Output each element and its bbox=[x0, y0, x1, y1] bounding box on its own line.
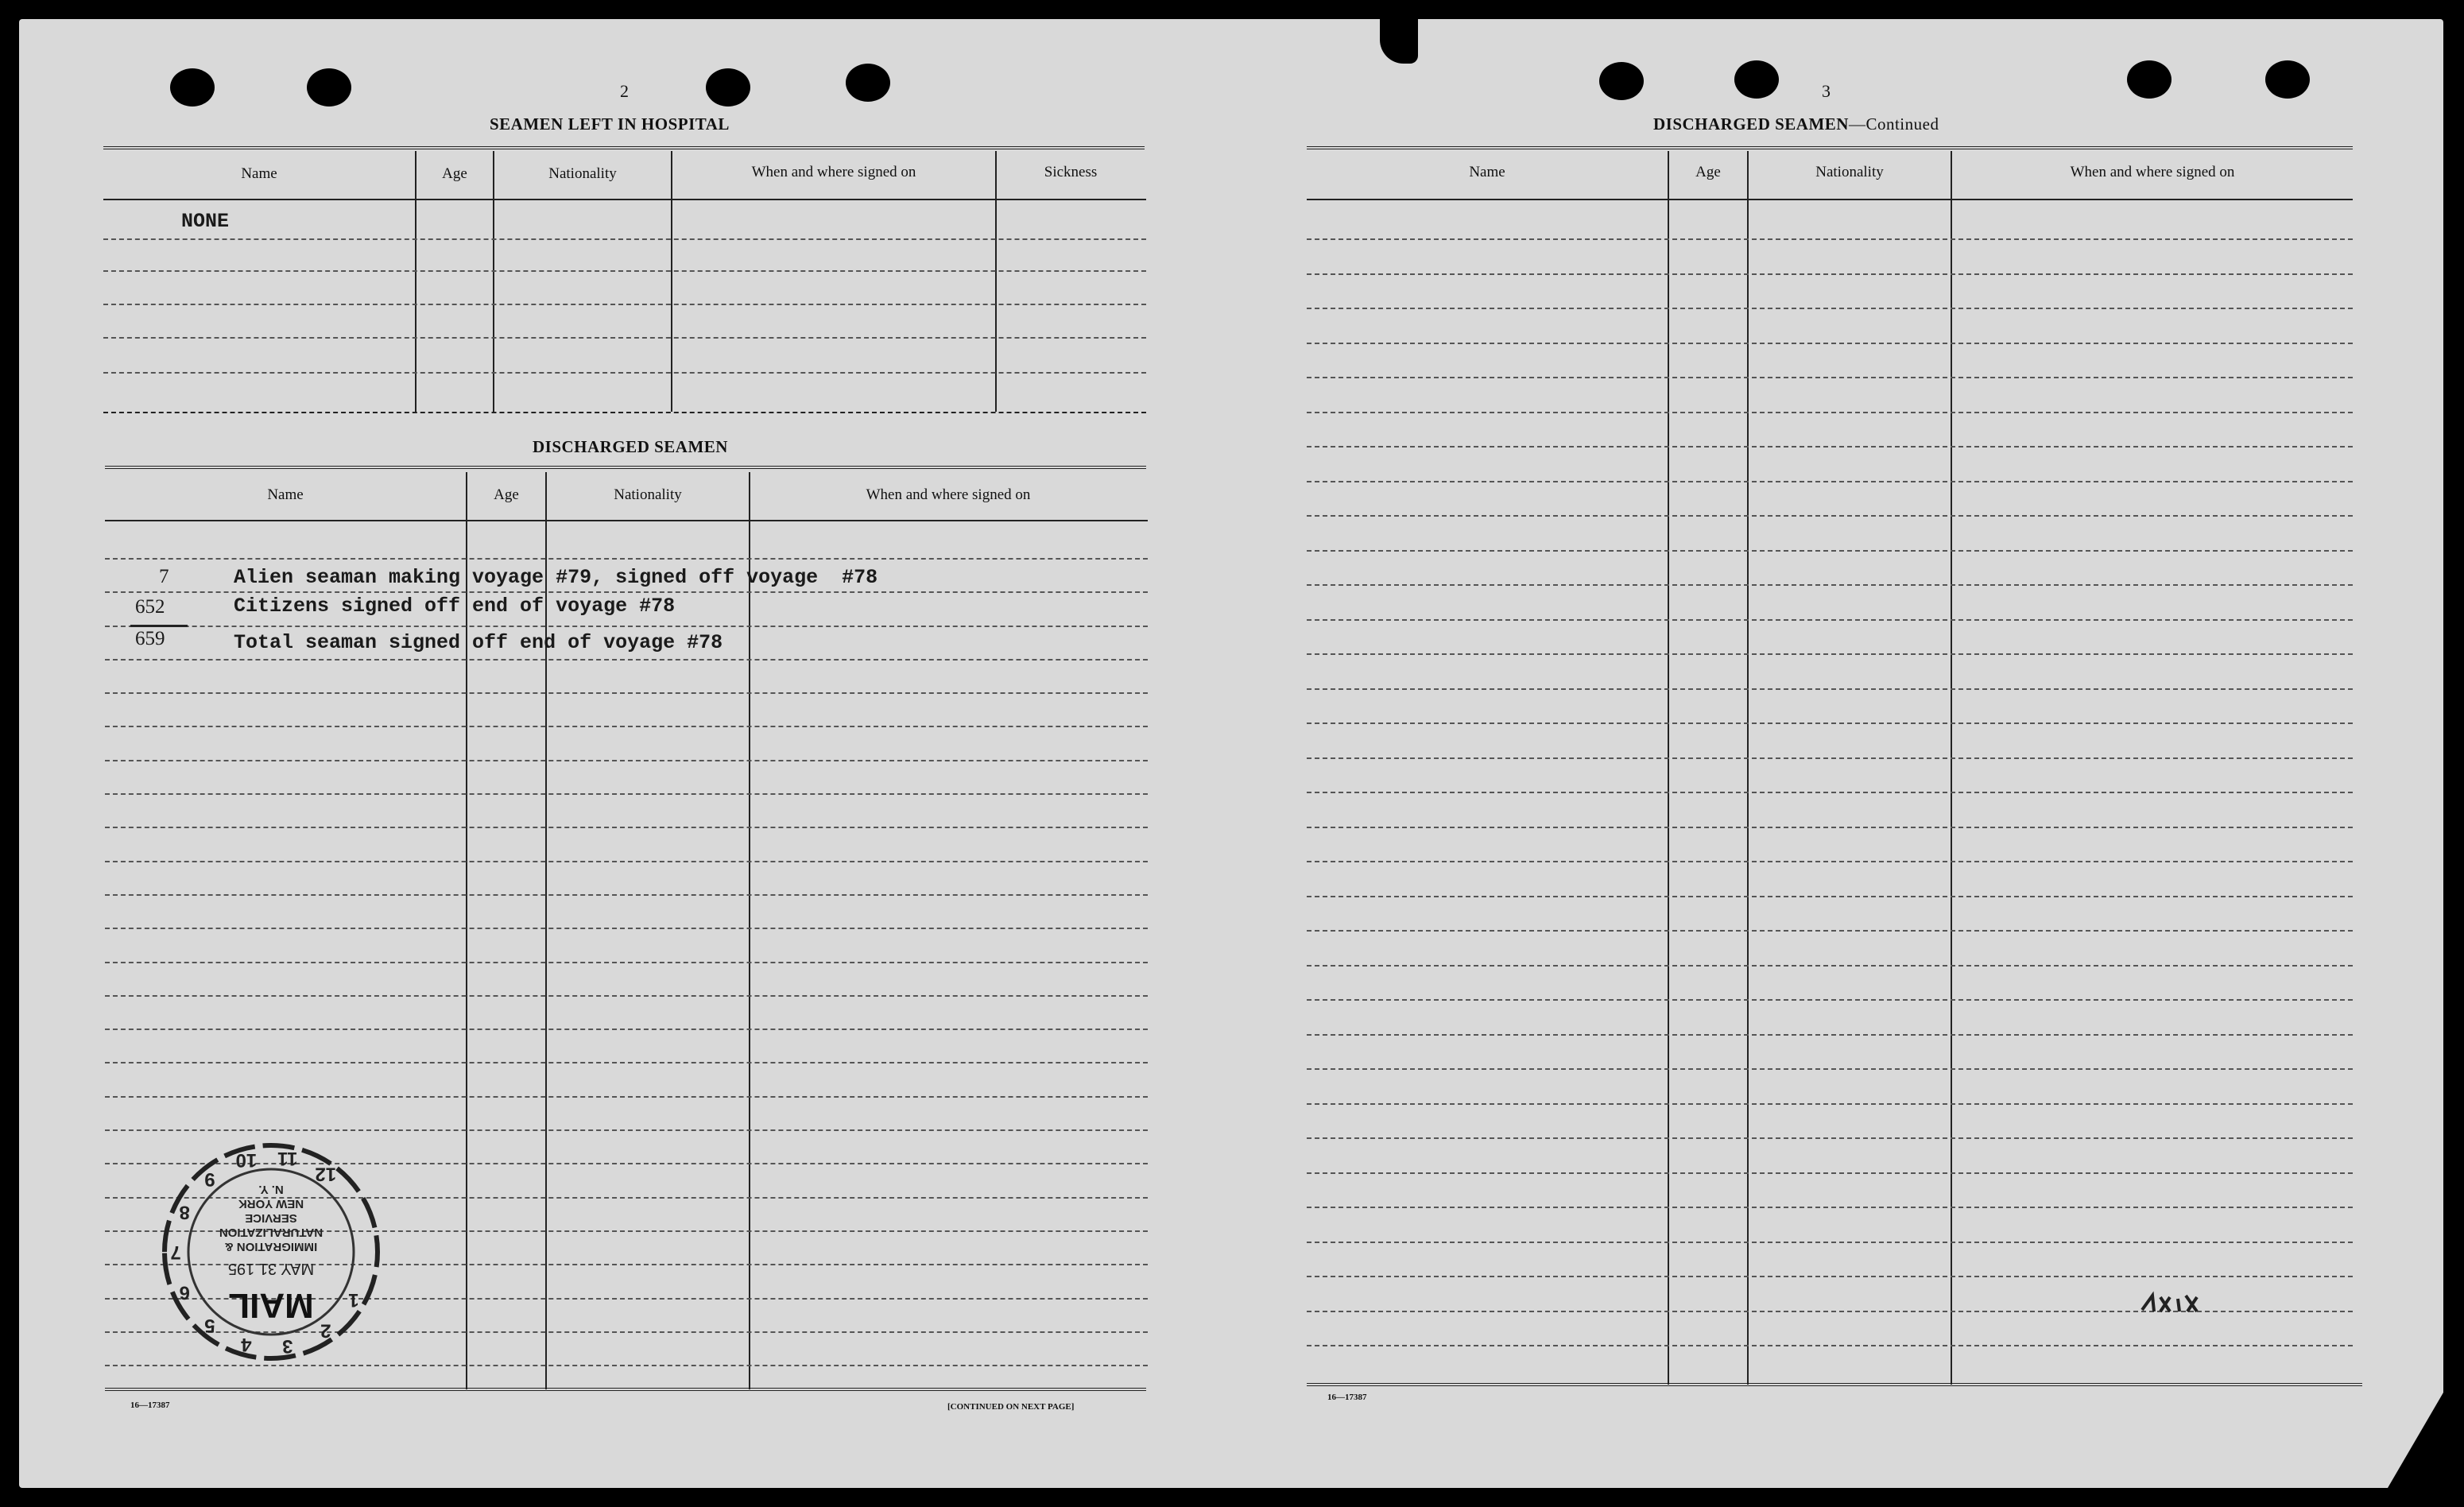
immigration-mail-stamp bbox=[156, 1137, 386, 1367]
hospital-row-line bbox=[103, 238, 1146, 240]
stamp-ring-number: 12 bbox=[315, 1163, 337, 1185]
ruled-line bbox=[1307, 1034, 2353, 1036]
ruled-line bbox=[1307, 896, 2353, 897]
ruled-line bbox=[1307, 412, 2353, 413]
stamp-ring-number: 6 bbox=[179, 1281, 190, 1304]
discharged-table-bottom-rule bbox=[105, 1388, 1146, 1391]
right-col-nationality: Nationality bbox=[1815, 164, 1884, 180]
ruled-line bbox=[1307, 1103, 2353, 1105]
punch-hole bbox=[706, 68, 750, 107]
stamp-ring-number: 4 bbox=[241, 1333, 252, 1355]
right-col-name: Name bbox=[1469, 164, 1505, 180]
ruled-line bbox=[105, 1129, 1148, 1131]
ruled-line bbox=[1307, 792, 2353, 793]
ruled-line bbox=[1307, 827, 2353, 828]
ruled-line bbox=[105, 760, 1148, 761]
discharged-section-title: DISCHARGED SEAMEN bbox=[533, 437, 728, 456]
ruled-line bbox=[105, 995, 1148, 997]
ruled-line bbox=[1307, 377, 2353, 378]
hospital-col-name: Name bbox=[241, 165, 277, 182]
ruled-line bbox=[1307, 861, 2353, 862]
ruled-line bbox=[105, 1062, 1148, 1063]
hospital-col-sickness: Sickness bbox=[1044, 164, 1098, 180]
stamp-line: NEW YORK bbox=[238, 1197, 304, 1211]
punch-hole bbox=[1599, 62, 1644, 100]
punch-hole bbox=[2265, 60, 2310, 99]
title-continued: —Continued bbox=[1848, 114, 1939, 134]
ruled-line bbox=[1307, 723, 2353, 724]
ruled-line bbox=[1307, 653, 2353, 655]
ruled-line bbox=[1307, 550, 2353, 552]
stamp-ring-number: 9 bbox=[204, 1168, 215, 1191]
ruled-line bbox=[1307, 273, 2353, 275]
right-header-rule bbox=[1307, 199, 2353, 200]
discharged-header-rule bbox=[105, 520, 1148, 521]
discharged-entry: Total seaman signed off end of voyage #78 bbox=[234, 631, 723, 654]
discharged-col-nationality: Nationality bbox=[614, 486, 682, 503]
ruled-line bbox=[105, 558, 1148, 560]
ruled-line bbox=[105, 726, 1148, 727]
discharged-table-top-rule bbox=[105, 466, 1146, 469]
ruled-line bbox=[105, 659, 1148, 661]
ruled-line bbox=[105, 793, 1148, 795]
ruled-line bbox=[105, 962, 1148, 963]
page-number-left: 2 bbox=[620, 81, 629, 101]
ruled-line bbox=[1307, 965, 2353, 967]
stamp-line: NATURALIZATION bbox=[219, 1226, 323, 1239]
ruled-line bbox=[105, 692, 1148, 694]
ruled-line bbox=[1307, 515, 2353, 517]
ruled-line bbox=[1307, 1207, 2353, 1208]
stamp-line: SERVICE bbox=[245, 1211, 297, 1225]
stamp-ring-number: 11 bbox=[277, 1147, 298, 1169]
ruled-line bbox=[1307, 446, 2353, 447]
stamp-ring-number: 2 bbox=[320, 1319, 331, 1342]
ruled-line bbox=[1307, 1345, 2353, 1346]
hospital-row-line bbox=[103, 304, 1146, 305]
punch-hole bbox=[2127, 60, 2171, 99]
right-col-divider bbox=[1668, 151, 1669, 1385]
ruled-line bbox=[1307, 688, 2353, 690]
handwritten-mark bbox=[2138, 1288, 2210, 1319]
punch-hole bbox=[846, 64, 890, 102]
stamp-ring-number: 7 bbox=[170, 1242, 181, 1263]
ruled-line bbox=[1307, 1137, 2353, 1139]
title-main: DISCHARGED SEAMEN bbox=[1653, 114, 1849, 134]
ruled-line bbox=[1307, 584, 2353, 586]
ruled-line bbox=[1307, 1068, 2353, 1070]
punch-hole bbox=[170, 68, 215, 107]
ruled-line bbox=[1307, 757, 2353, 759]
right-col-divider bbox=[1747, 151, 1749, 1385]
ruled-line bbox=[1307, 343, 2353, 344]
sum-underline bbox=[130, 625, 188, 627]
hospital-section-title: SEAMEN LEFT IN HOSPITAL bbox=[490, 114, 730, 134]
folded-corner bbox=[2388, 1393, 2443, 1488]
form-number-right: 16—17387 bbox=[1327, 1393, 1367, 1402]
hospital-table-bottom-rule bbox=[103, 412, 1146, 413]
punch-hole bbox=[1734, 60, 1779, 99]
discharged-entry: Alien seaman making voyage #79, signed off voyage #78 bbox=[234, 566, 878, 589]
hospital-table-top-rule bbox=[103, 146, 1145, 149]
hospital-col-signed-on: When and where signed on bbox=[751, 164, 916, 180]
punch-hole bbox=[307, 68, 351, 107]
stamp-line: IMMIGRATION & bbox=[224, 1240, 318, 1253]
right-table-bottom-rule bbox=[1307, 1383, 2362, 1386]
ruled-line bbox=[1307, 999, 2353, 1001]
ruled-line bbox=[105, 591, 1148, 593]
ruled-line bbox=[105, 1029, 1148, 1030]
right-col-age: Age bbox=[1695, 164, 1721, 180]
discharged-col-divider bbox=[749, 472, 750, 1389]
ruled-line bbox=[1307, 930, 2353, 932]
stamp-ring-number: 8 bbox=[179, 1201, 190, 1223]
ruled-line bbox=[1307, 238, 2353, 240]
ruled-line bbox=[1307, 308, 2353, 309]
page-number-right: 3 bbox=[1822, 81, 1831, 101]
ruled-line bbox=[1307, 1242, 2353, 1243]
discharged-count: 659 bbox=[135, 628, 165, 649]
hospital-row-line bbox=[103, 337, 1146, 339]
ruled-line bbox=[105, 894, 1148, 896]
form-number-left: 16—17387 bbox=[130, 1400, 170, 1410]
right-col-divider bbox=[1951, 151, 1952, 1385]
hospital-col-age: Age bbox=[442, 165, 467, 182]
ruled-line bbox=[1307, 1276, 2353, 1277]
right-table-top-rule bbox=[1307, 146, 2353, 149]
ruled-line bbox=[105, 626, 1148, 627]
hospital-row-line bbox=[103, 372, 1146, 374]
stamp-ring-number: 3 bbox=[282, 1335, 293, 1358]
ruled-line bbox=[105, 861, 1148, 862]
discharged-count: 7 bbox=[159, 566, 169, 587]
hospital-header-rule bbox=[103, 199, 1146, 200]
discharged-col-name: Name bbox=[267, 486, 304, 503]
discharged-col-signed-on: When and where signed on bbox=[866, 486, 1031, 503]
continued-note: [CONTINUED ON NEXT PAGE] bbox=[947, 1402, 1075, 1412]
stamp-ring-number: 10 bbox=[235, 1149, 258, 1172]
hospital-row-line bbox=[103, 270, 1146, 272]
stamp-word: MAIL bbox=[228, 1286, 314, 1325]
discharged-count: 652 bbox=[135, 596, 165, 618]
hospital-entry-none: NONE bbox=[181, 210, 230, 233]
ruled-line bbox=[1307, 1172, 2353, 1174]
ruled-line bbox=[1307, 619, 2353, 621]
ruled-line bbox=[105, 928, 1148, 929]
discharged-continued-title bbox=[1653, 114, 1939, 134]
discharged-entry: Citizens signed off end of voyage #78 bbox=[234, 595, 676, 618]
ruled-line bbox=[105, 1096, 1148, 1098]
right-col-signed-on: When and where signed on bbox=[2070, 164, 2235, 180]
stamp-line: N. Y. bbox=[258, 1183, 284, 1196]
hospital-col-nationality: Nationality bbox=[548, 165, 617, 182]
ruled-line bbox=[105, 827, 1148, 828]
stamp-ring-number: 5 bbox=[204, 1314, 215, 1336]
stamp-date: MAY 31 195 bbox=[227, 1260, 315, 1277]
ruled-line bbox=[1307, 481, 2353, 482]
discharged-col-age: Age bbox=[494, 486, 519, 503]
stamp-ring-number: 1 bbox=[348, 1289, 359, 1311]
